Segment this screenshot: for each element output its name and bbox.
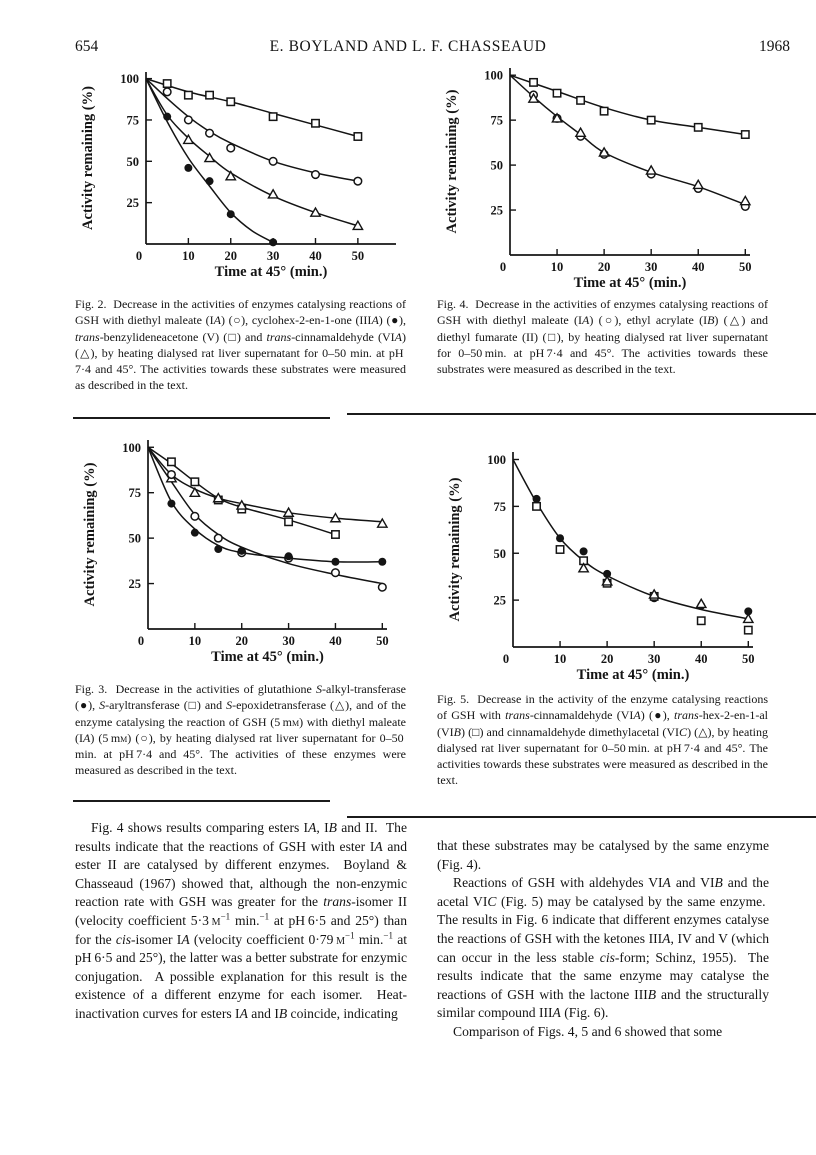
y-tick-label: 50 (128, 531, 141, 546)
data-point-open-triangle (646, 166, 655, 174)
x-axis-label: Time at 45° (min.) (573, 275, 687, 291)
data-point-open-circle (168, 471, 176, 479)
data-point-filled-circle (378, 558, 386, 566)
data-point-open-circle (206, 129, 214, 137)
fig4-chart (438, 56, 764, 291)
data-point-open-circle (214, 534, 222, 542)
data-point-open-square (577, 97, 584, 104)
data-point-open-square (533, 503, 540, 510)
x-tick-label: 40 (691, 260, 705, 274)
x-tick-label: 20 (235, 634, 248, 648)
data-point-open-square (745, 626, 752, 633)
data-point-open-circle (269, 158, 277, 166)
data-point-open-square (553, 89, 560, 96)
body-paragraph: Comparison of Figs. 4, 5 and 6 showed that some (453, 1023, 723, 1039)
x-tick-label: 20 (600, 652, 614, 666)
x-tick-label: 20 (224, 249, 237, 263)
data-point-open-square (227, 98, 234, 105)
data-point-open-circle (354, 177, 362, 185)
y-tick-label: 100 (122, 440, 141, 455)
data-point-open-square (742, 131, 749, 138)
fig3-caption: Fig. 3. Decrease in the activities of glutathione S-alkyl-transferase (●), S-aryltransferase (□) and S-epoxidetransferase (△), and of the enzyme catalysing the reaction of GSH (5 mm) with diethyl maleate (IA) (5 mm) (○), by heating dialysed rat liver supernatant for 0–50 min. at pH 7·4 and 45°. The activities of these enzymes were measured as described in the text. (75, 682, 407, 778)
y-tick-label: 75 (126, 113, 139, 128)
data-point-open-square (285, 518, 292, 525)
data-point-filled-circle (191, 529, 199, 537)
x-tick-label: 10 (553, 652, 567, 666)
data-point-open-circle (191, 513, 199, 521)
x-tick-label: 40 (329, 634, 342, 648)
data-point-filled-circle (556, 534, 564, 542)
series-curve (510, 75, 745, 204)
x-tick-label: 30 (282, 634, 295, 648)
y-tick-label: 100 (484, 68, 503, 83)
series-curve (510, 75, 745, 134)
fig3-chart (76, 428, 401, 665)
data-point-open-square (312, 120, 319, 127)
y-tick-label: 50 (490, 158, 503, 173)
series-curve (513, 460, 748, 619)
data-point-filled-circle (227, 210, 235, 218)
x-tick-label: 20 (597, 260, 611, 274)
data-point-filled-circle (331, 558, 339, 566)
data-point-open-square (332, 531, 339, 538)
data-point-filled-circle (269, 238, 277, 246)
data-point-open-square (269, 113, 276, 120)
data-point-open-square (600, 107, 607, 114)
y-tick-label: 100 (487, 453, 506, 467)
x-axis-label: Time at 45° (min.) (576, 667, 690, 683)
data-point-open-circle (332, 569, 340, 577)
fig4-caption: Fig. 4. Decrease in the activities of enzymes catalysing reactions of GSH with diethyl maleate (IA) (○), ethyl acrylate (IB) (△) and diethyl fumarate (II) (□), by heating dialysed rat liver supernatant for 0–50 min. at pH 7·4 and 45°. The activities towards these substrates were measured as described in the text. (437, 297, 768, 377)
data-point-filled-circle (206, 177, 214, 185)
data-point-open-triangle (184, 135, 193, 143)
separator-rule-right-2 (347, 816, 816, 818)
x-tick-label: 0 (135, 249, 143, 263)
x-tick-label: 10 (550, 260, 564, 274)
data-point-filled-circle (167, 500, 175, 508)
fig5-chart (441, 440, 767, 683)
series-curve (148, 447, 382, 583)
x-tick-label: 10 (182, 249, 195, 263)
data-point-filled-circle (184, 164, 192, 172)
year-label: 1968 (759, 38, 790, 55)
data-point-open-triangle (741, 196, 750, 204)
series-curve (146, 79, 358, 182)
y-tick-label: 75 (490, 113, 503, 128)
data-point-filled-circle (238, 547, 246, 555)
x-tick-label: 50 (376, 634, 389, 648)
x-tick-label: 0 (137, 634, 145, 648)
y-tick-label: 100 (120, 72, 139, 87)
data-point-open-square (556, 546, 563, 553)
x-tick-label: 50 (742, 652, 755, 666)
data-point-open-square (698, 617, 705, 624)
data-point-open-square (168, 458, 175, 465)
x-tick-label: 0 (502, 652, 510, 666)
data-point-open-square (206, 91, 213, 98)
y-axis-label: Activity remaining (%) (82, 462, 98, 607)
fig5-caption: Fig. 5. Decrease in the activity of the enzyme catalysing reactions of GSH with trans-cinnamaldehyde (VIA) (●), trans-hex-2-en-1-al (VIB) (□) and cinnamaldehyde dimethylacetal (VIC) (△), by heating dialysed rat liver supernatant for 0–50 min. at pH 7·4 and 45°. The activities towards these substrates were measured as described in the text. (437, 692, 768, 788)
fig2-chart (74, 60, 410, 280)
y-tick-label: 50 (126, 154, 139, 169)
x-axis-label: Time at 45° (min.) (211, 649, 324, 665)
data-point-open-square (530, 79, 537, 86)
data-point-open-triangle (694, 180, 703, 188)
x-tick-label: 0 (499, 260, 507, 274)
body-paragraph: that these substrates may be catalysed by the same enzyme (Fig. 4). (437, 838, 769, 872)
data-point-open-square (695, 124, 702, 131)
y-tick-label: 50 (493, 546, 506, 561)
y-tick-label: 75 (493, 499, 506, 514)
data-point-open-circle (163, 88, 171, 96)
data-point-open-square (354, 133, 361, 140)
data-point-open-triangle (378, 519, 387, 527)
separator-rule-left-1 (73, 417, 330, 419)
x-tick-label: 50 (351, 249, 365, 263)
y-tick-label: 25 (126, 196, 139, 211)
fig2-caption: Fig. 2. Decrease in the activities of enzymes catalysing reactions of GSH with diethyl maleate (IA) (○), cyclohex-2-en-1-one (IIIA) (●), trans-benzylideneacetone (V) (□) and trans-cinnamaldehyde (VIA) (△), by heating dialysed rat liver supernatant for 0–50 min. at pH 7·4 and 45°. The activities towards these substrates were measured as described in the text. (75, 297, 406, 393)
y-axis-label: Activity remaining (%) (80, 86, 96, 230)
series-curve (148, 447, 382, 562)
series-curve (148, 447, 382, 522)
data-point-open-square (185, 91, 192, 98)
body-column-left (75, 819, 407, 1024)
x-tick-label: 40 (309, 249, 322, 263)
x-tick-label: 50 (739, 260, 752, 274)
body-column-right (437, 837, 769, 1042)
x-tick-label: 30 (647, 652, 661, 666)
x-tick-label: 10 (188, 634, 202, 648)
x-tick-label: 40 (694, 652, 708, 666)
data-point-open-triangle (697, 599, 706, 607)
data-point-open-square (191, 478, 198, 485)
data-point-open-triangle (190, 488, 199, 496)
y-axis-label: Activity remaining (%) (447, 477, 463, 622)
data-point-open-circle (379, 583, 387, 591)
data-point-open-circle (312, 171, 320, 179)
data-point-open-circle (185, 116, 193, 124)
data-point-open-square (163, 80, 170, 87)
body-paragraph: Reactions of GSH with aldehydes VIA and VIB and the acetal VIC (Fig. 5) may be catalysed by the same enzyme. The results in Fig. 6 indicate that different enzymes catalyse the reactions of GSH with the ketones IIIA, IV and V (which can occur in the less stable cis-form; Schinz, 1955). The results indicate that the same enzyme may catalyse the reactions of GSH with the lactone IIIB and the structurally similar compound IIIA (Fig. 6). (437, 875, 770, 1021)
data-point-filled-circle (533, 495, 541, 503)
body-paragraph: Fig. 4 shows results comparing esters IA, IB and II. The results indicate that the reactions of GSH with ester IA and ester II are catalysed by different enzymes. Boyland & Chasseaud (1967) showed that, although the non-enzymic reaction rate with GSH was greater for the trans-isomer II (velocity coefficient 5·3 $m^{-1}$ min.$^{-1}$ at pH 6·5 and 25°) than for the cis-isomer IA (velocity coefficient 0·79 $m^{-1}$ min.$^{-1}$ at pH 6·5 and 25°), the latter was a better substrate for enzymic conjugation. A possible explanation for this result is the existence of a different enzyme for each isomer. Heat-inactivation curves for esters IA and IB coincide, indicating (75, 820, 408, 1021)
x-axis-label: Time at 45° (min.) (214, 264, 328, 280)
data-point-filled-circle (580, 547, 588, 555)
running-title: E. BOYLAND AND L. F. CHASSEAUD (269, 38, 547, 55)
y-tick-label: 25 (490, 203, 503, 218)
data-point-open-square (647, 116, 654, 123)
data-point-open-circle (227, 144, 235, 152)
x-tick-label: 30 (644, 260, 658, 274)
data-point-filled-circle (285, 552, 293, 560)
separator-rule-left-2 (73, 800, 330, 802)
x-tick-label: 30 (266, 249, 280, 263)
y-tick-label: 25 (128, 577, 141, 592)
y-axis-label: Activity remaining (%) (444, 89, 460, 234)
series-curve (148, 447, 335, 534)
data-point-filled-circle (163, 113, 171, 121)
page-number: 654 (75, 38, 99, 55)
separator-rule-right-1 (347, 413, 816, 415)
y-tick-label: 75 (128, 486, 141, 501)
data-point-filled-circle (214, 545, 222, 553)
y-tick-label: 25 (493, 593, 506, 608)
